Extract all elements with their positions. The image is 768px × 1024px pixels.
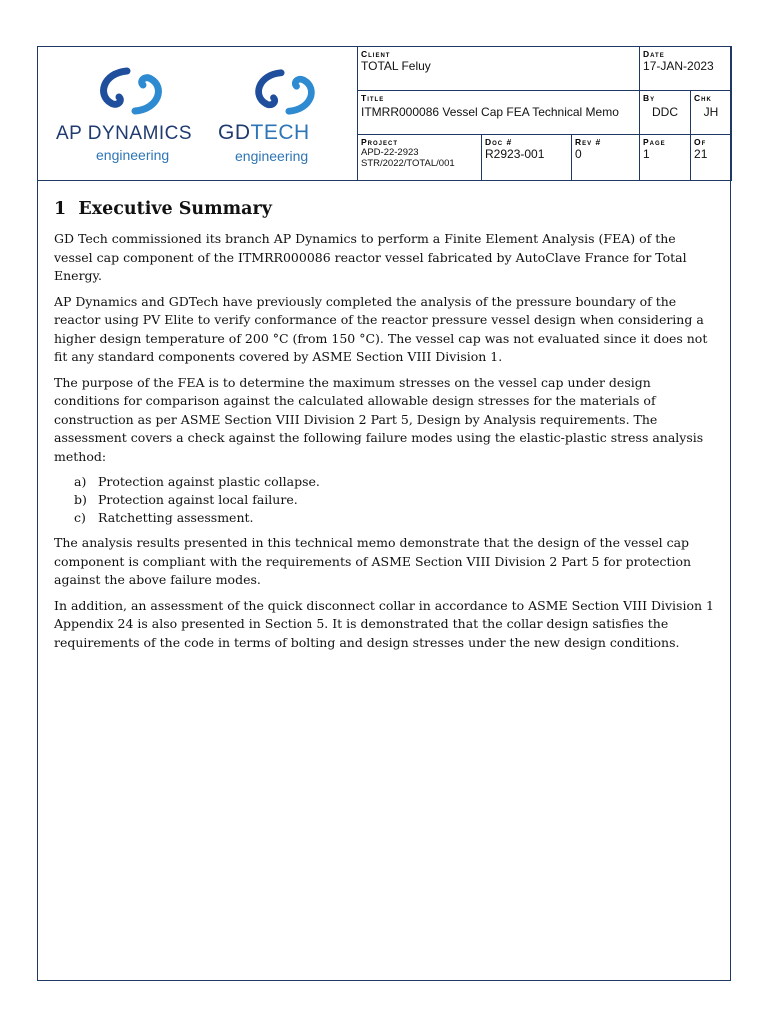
ap-dynamics-logo-swirl-icon [93,65,169,117]
client-value: TOTAL Feluy [361,59,431,73]
date-label: Date [643,49,665,59]
list-marker: a) [74,474,87,489]
section-number: 1 [54,199,67,219]
by-cell [640,91,691,135]
list-item [74,491,714,509]
title-label: Title [361,93,385,103]
chk-value: JH [703,105,719,119]
of-cell [691,135,732,181]
page-value: 1 [643,147,650,161]
paragraph: AP Dynamics and GDTech have previously completed the analysis of the pressure boundary of the reactor using PV Elite to verify conformance of the reactor pressure vessel design when considering a higher design temperature of 200 °C (from 150 °C). The vessel cap was not evaluated since it does not fit any standard components covered by ASME Section VIII Division 1. [54,293,708,364]
by-label: By [643,93,656,103]
list-marker: c) [74,510,86,525]
of-label: Of [694,137,707,147]
ap-dynamics-logo-subtext: engineering [96,147,170,163]
list-item-text: Protection against local failure. [98,492,298,507]
failure-mode-list [54,473,714,527]
title-value: ITMRR000086 Vessel Cap FEA Technical Memo [361,105,619,119]
gdtech-logo-subtext: engineering [235,148,309,164]
date-value: 17-JAN-2023 [643,59,714,73]
project-line2: STR/2022/TOTAL/001 [361,158,455,169]
document-body [54,198,714,659]
doc-cell [482,135,572,181]
client-label: Client [361,49,391,59]
ap-dynamics-logo-text: AP DYNAMICS [56,123,193,144]
project-line1: APD-22-2923 [361,147,419,158]
page-label: Page [643,137,666,147]
project-cell [358,135,482,181]
paragraph: In addition, an assessment of the quick disconnect collar in accordance to ASME Section VIII Division 1 Appendix 24 is also presented in Section 5. It is demonstrated that the collar design satisfies the requirements of the code in terms of bolting and design stresses under the new design conditions. [54,597,714,650]
gdtech-logo-text: GDTECH [218,121,310,144]
section-heading [54,198,714,220]
chk-cell [691,91,732,135]
list-marker: b) [74,492,87,507]
section-title: Executive Summary [78,199,272,219]
gdtech-logo-swirl-icon [248,67,322,117]
rev-cell [572,135,640,181]
of-value: 21 [694,147,708,161]
client-cell [358,47,640,91]
date-cell [640,47,732,91]
title-cell [358,91,640,135]
by-value: DDC [652,105,679,119]
list-item-text: Ratchetting assessment. [98,510,254,525]
paragraph: GD Tech commissioned its branch AP Dynamics to perform a Finite Element Analysis (FEA) of the vessel cap component of the ITMRR000086 reactor vessel fabricated by AutoClave France for Total Energy. [54,231,687,283]
chk-label: Chk [694,93,712,103]
paragraph: The analysis results presented in this technical memo demonstrate that the design of the vessel cap component is compliant with the requirements of ASME Section VIII Division 2 Part 5 for protection against the above failure modes. [54,535,692,587]
logo-area [38,47,358,181]
paragraph: The purpose of the FEA is to determine the maximum stresses on the vessel cap under design conditions for comparison against the calculated allowable design stresses for the materials of construction as per ASME Section VIII Division 2 Part 5, Design by Analysis requirements. The assessment covers a check against the following failure modes using the elastic-plastic stress analysis method: [54,374,704,464]
list-item [74,509,714,527]
rev-value: 0 [575,147,582,161]
title-block [37,46,732,181]
doc-label: Doc # [485,137,513,147]
page-cell [640,135,691,181]
project-label: Project [361,137,399,147]
doc-value: R2923-001 [485,147,545,161]
list-item-text: Protection against plastic collapse. [98,474,320,489]
rev-label: Rev # [575,137,602,147]
list-item [74,473,714,491]
